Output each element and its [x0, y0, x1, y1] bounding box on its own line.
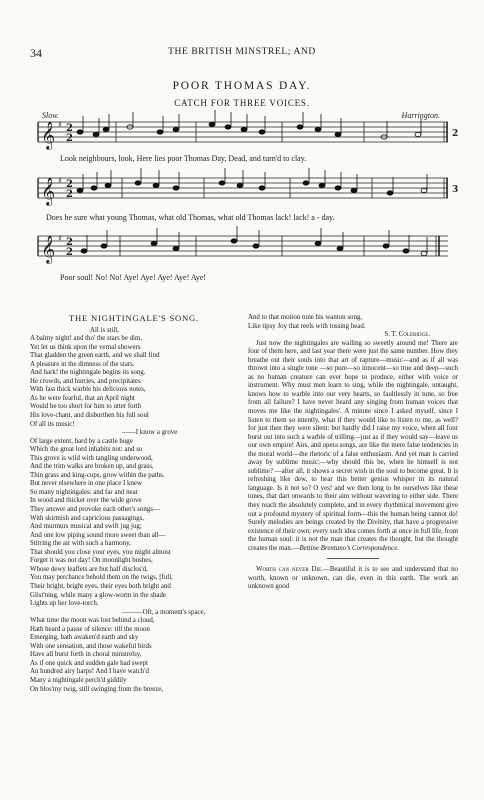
poem-line: This grove is wild with tangling underwood,	[30, 454, 153, 462]
svg-text:2: 2	[66, 179, 73, 190]
clef-glyphs	[41, 121, 55, 264]
poem-line: Yet let us think upon the vernal showers	[30, 343, 141, 351]
poem-line: Lights up her love-torch.	[30, 600, 99, 608]
poem-line: So many nightingales: and far and near	[30, 488, 138, 496]
poem-line: With one sensation, and those wakeful birds	[30, 642, 152, 650]
poem-line: Hath heard a pause of silence: till the moon	[30, 625, 150, 633]
lyric-line-1: Look neighbours, look, Here lies poor Thomas Day, Dead, and turn'd to clay.	[60, 154, 307, 163]
poem-line: Glist'ning, while many a glow-worm in the shade	[30, 591, 166, 599]
poem-line: On blos'my twig, still swinging from the breeze,	[30, 685, 164, 693]
poem-line: With fast thick warble his delicious notes,	[30, 386, 146, 394]
essay-paragraph-1: Just now the nightingales are wailing so sweetly around me! There are four of them here, and last year there were just the same number. How they breathe out their souls into that art of rapture—music—and as if all was thrown into a single tone —so pure—so innocent—so true and deep—such as no human creature can ever hope to produce, either with voice or instrument. Why must men learn to sing, while the nightingale, untaught, knows how to warble into our very hearts, so faultlessly in tune, so free from all failure? I have never heard any singing from human voices that moves me like the nightingales'. A minute since I asked myself, since I listen to them so intently, what if they would like to listen to me, as well? for just then they were silent: but hardly did I raise my voice, when all four burst out into such a warble of trilling—just as if they would say—leave us our own empire! Airs, and opera songs, are like the mere false tendencies in the moral world—the rhetoric of a false enthusiasm. And yet man is carried away by sublime music;—why should this be, when he himself is not sublime? —after all, it shows a secret wish in the soul to become great. It is refreshing like dew, to hear this better genius whisper in its natural language. Is it not so? O yes! and we then long to be ourselves like these tones, that dart onwards to their aim without wavering to either side. There they reach the absolutely complete, and in every rhythmical movement give out a profound mystery of spiritual form—this the human being cannot do! Surely melodies are beings created by the Divinity, that have a progressive existence of their own; every such idea comes forth at once in full life, from the human soul: it is not the man that creates the thought, but the thought creates the man.—Bettine Brentano's Correspondence.	[248, 339, 458, 552]
poem-line: Many a nightingale perch'd giddily	[30, 676, 127, 684]
essay-source: Bettine Brentano's Correspondence.	[299, 544, 399, 552]
poem-line: And hark! the nightingale begins its song.	[30, 369, 146, 377]
song-subtitle: CATCH FOR THREE VOICES.	[174, 98, 310, 108]
poem-line: They answer and provoke each other's songs—	[30, 506, 160, 514]
poem-column	[30, 314, 238, 694]
poem-line: As if one quick and sudden gale had swept	[30, 659, 148, 667]
poem-line: A balmy night! and tho' the stars be dim,	[30, 335, 143, 343]
svg-text:𝄞: 𝄞	[41, 121, 56, 149]
stanza-1-head: All is still,	[90, 326, 119, 334]
key-signatures	[58, 120, 62, 243]
song-title: POOR THOMAS DAY.	[172, 80, 312, 92]
stanza-2	[30, 438, 238, 609]
svg-text:2: 2	[66, 123, 73, 134]
paragraph-heading: Worth can never Die.	[256, 566, 323, 574]
poem-line: And murmurs musical and swift jug jug;	[30, 523, 142, 531]
poem-line: Whose dewy leaflets are but half disclos'd,	[30, 565, 148, 573]
poem-attribution: S. T. Coleridge.	[384, 331, 430, 339]
poem-line: Emerging, hath awaken'd earth and sky	[30, 634, 139, 642]
poem-line: Stirring the air with such a harmony,	[30, 540, 131, 548]
poem-line: Which the great lord inhabits not: and so	[30, 446, 143, 454]
svg-text:2: 2	[66, 247, 73, 258]
svg-text:𝄞: 𝄞	[41, 177, 56, 205]
svg-text:♯: ♯	[58, 120, 62, 129]
poem-line: His love-chant, and disburthen his full soul	[30, 412, 149, 420]
svg-text:♯: ♯	[58, 176, 62, 185]
poem-line: That gladden the green earth, and we shall find	[30, 352, 160, 360]
running-title: THE BRITISH MINSTREL; AND	[168, 47, 316, 57]
poem-line: And one low piping sound more sweet than all—	[30, 531, 166, 539]
poem-line: Have all burst forth in choral minstrelsy,	[30, 651, 142, 659]
svg-text:𝄞: 𝄞	[41, 235, 56, 263]
poem-line: Of all its music!	[30, 420, 75, 428]
poem-line: As he were fearful, that an April night	[30, 394, 135, 402]
poem-line: And the trim walks are broken up, and grass,	[30, 463, 154, 471]
svg-text:2: 2	[66, 133, 73, 144]
notes-staff-1	[77, 110, 421, 139]
composer-name: Harrington.	[401, 111, 440, 120]
poem-continuation-line: Like tipsy Joy that reels with tossing head.	[248, 322, 366, 330]
poem-line: Forget it was not day! On moonlight bushes,	[30, 557, 153, 565]
notes-staff-2	[77, 168, 427, 195]
essay-paragraph-2: Worth can never Die.—Beautiful it is to see and understand that no worth, known or unknown, can die, even in this earth. The work an unknown good	[248, 566, 458, 591]
poem-line: What time the moon was lost behind a cloud,	[30, 617, 155, 625]
poem-line: You may perchance behold them on the twigs, [full,	[30, 574, 173, 582]
poem-line: With skirmish and capricious passagings,	[30, 514, 144, 522]
stanza-3-head: ———Oft, a moment's space,	[122, 608, 206, 616]
poem-line: Of large extent, hard by a castle huge	[30, 437, 133, 445]
svg-text:♯: ♯	[58, 234, 62, 243]
poem-title: THE NIGHTINGALE'S SONG.	[69, 313, 199, 323]
stanza-1	[30, 335, 238, 429]
poem-line: A pleasure in the dimness of the stars.	[30, 360, 135, 368]
lyric-line-2: Does he sure what young Thomas, what old Thomas, what old Thomas lack! lack! a - day.	[46, 213, 335, 222]
poem-line: In wood and thicket over the wide grove	[30, 497, 142, 505]
poem-line: He crowds, and hurries, and precipitates	[30, 377, 141, 385]
essay-column	[248, 314, 458, 592]
voice-number-2: 2	[452, 129, 459, 139]
poem-line: Would be too short for him to utter forth	[30, 403, 142, 411]
section-divider	[327, 558, 379, 559]
svg-text:2: 2	[66, 237, 73, 248]
svg-text:2: 2	[66, 189, 73, 200]
page-number: 34	[30, 46, 42, 60]
poem-line: Their bright, bright eyes, their eyes both bright and	[30, 582, 171, 590]
poem-continuation-line: And to that motion tune his wanton song,	[248, 314, 363, 321]
poem-line: But never elsewhere in one place I knew	[30, 480, 142, 488]
poem-line: Thin grass and king-cups, grow within the paths.	[30, 471, 165, 479]
poem-line: An hundred airy harps! And I have watch'd	[30, 668, 149, 676]
stanza-2-head: ——I know a grove	[122, 429, 178, 437]
time-signatures	[66, 123, 73, 258]
poem-line: That should you close your eyes, you might almost	[30, 548, 171, 556]
voice-numbers	[452, 129, 458, 195]
stanza-3	[30, 617, 238, 694]
lyric-line-3: Poor soul! No! No! Aye! Aye! Aye! Aye! Aye!	[60, 273, 207, 282]
voice-number-3: 3	[452, 185, 459, 195]
tempo-marking: Slow.	[42, 111, 59, 120]
